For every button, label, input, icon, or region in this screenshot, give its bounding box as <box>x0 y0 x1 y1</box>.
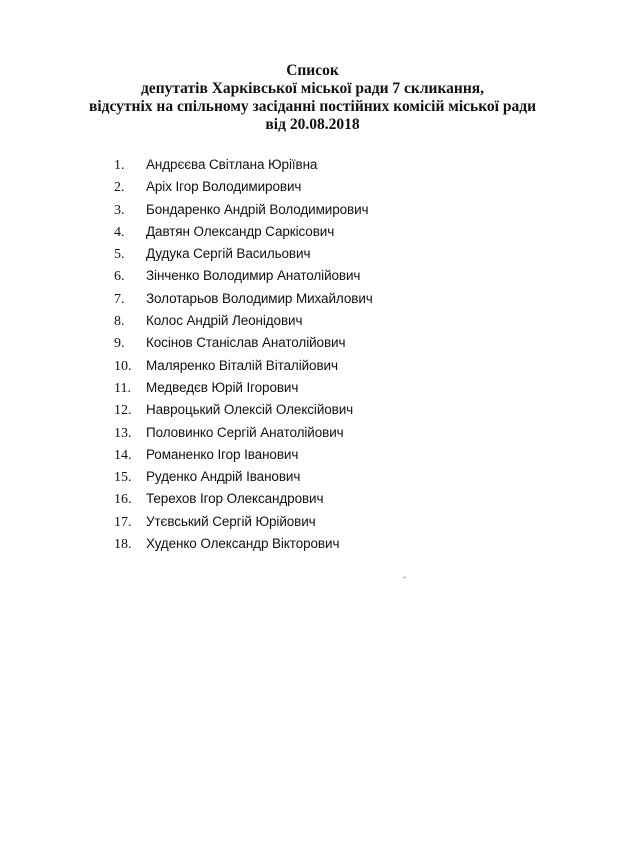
list-item <box>114 536 594 558</box>
list-item <box>114 425 594 447</box>
list-item <box>114 380 594 402</box>
list-item-name: Терехов Ігор Олександрович <box>146 491 324 507</box>
list-item-number: 14. <box>114 447 132 463</box>
list-item <box>114 358 594 380</box>
list-item-name: Маляренко Віталій Віталійович <box>146 357 338 373</box>
document-title: Список <box>286 62 339 79</box>
list-item-number: 6. <box>114 269 125 285</box>
list-item-number: 10. <box>114 358 132 374</box>
list-item <box>114 157 594 179</box>
list-item-name: Косінов Станіслав Анатолійович <box>146 335 346 351</box>
list-item-number: 13. <box>114 425 132 441</box>
list-item-number: 2. <box>114 180 125 196</box>
list-item-name: Половинко Сергій Анатолійович <box>146 424 344 440</box>
list-item-name: Аріх Ігор Володимирович <box>146 179 302 195</box>
list-item-name: Утєвський Сергій Юрійович <box>146 513 316 529</box>
document-header <box>0 62 625 134</box>
list-item-number: 16. <box>114 492 132 508</box>
list-item-number: 18. <box>114 537 132 553</box>
list-item-name: Золотарьов Володимир Михайлович <box>146 290 373 306</box>
list-item-name: Колос Андрій Леонідович <box>146 313 303 329</box>
list-item <box>114 224 594 246</box>
list-item-name: Романенко Ігор Іванович <box>146 446 299 462</box>
list-item-number: 1. <box>114 158 125 173</box>
document-subtitle-line-1: депутатів Харківської міської ради 7 скликання, <box>140 80 485 97</box>
list-item <box>114 246 594 268</box>
list-item-name: Дудука Сергій Васильович <box>146 246 311 262</box>
scan-speck <box>403 577 406 579</box>
document-subtitle-line-3: від 20.08.2018 <box>265 116 360 133</box>
list-item <box>114 202 594 224</box>
list-item <box>114 491 594 513</box>
list-item <box>114 313 594 335</box>
list-item-number: 15. <box>114 470 132 486</box>
list-item-name: Навроцький Олексій Олексійович <box>146 402 354 418</box>
list-item-number: 4. <box>114 224 125 240</box>
list-item-number: 11. <box>114 380 131 396</box>
list-item-name: Зінченко Володимир Анатолійович <box>146 268 361 284</box>
list-item-number: 8. <box>114 314 125 330</box>
list-item-name: Андрєєва Світлана Юріївна <box>146 157 318 172</box>
list-item <box>114 514 594 536</box>
list-item <box>114 469 594 491</box>
list-item <box>114 291 594 313</box>
deputy-list <box>114 157 594 558</box>
list-item <box>114 402 594 424</box>
list-item-name: Давтян Олександр Саркісович <box>146 223 335 239</box>
list-item-name: Бондаренко Андрій Володимирович <box>146 201 369 217</box>
list-item-number: 7. <box>114 291 125 307</box>
list-item-number: 17. <box>114 514 132 530</box>
document-subtitle-line-2: відсутніх на спільному засіданні постійних комісій міської ради <box>88 98 537 115</box>
list-item-number: 3. <box>114 202 125 218</box>
list-item-name: Руденко Андрій Іванович <box>146 469 301 485</box>
list-item-number: 12. <box>114 403 132 419</box>
list-item <box>114 268 594 290</box>
list-item-name: Худенко Олександр Вікторович <box>146 536 340 552</box>
list-item <box>114 179 594 201</box>
list-item <box>114 447 594 469</box>
list-item <box>114 335 594 357</box>
list-item-number: 9. <box>114 336 125 352</box>
list-item-number: 5. <box>114 247 125 263</box>
list-item-name: Медведєв Юрій Ігорович <box>146 379 299 395</box>
